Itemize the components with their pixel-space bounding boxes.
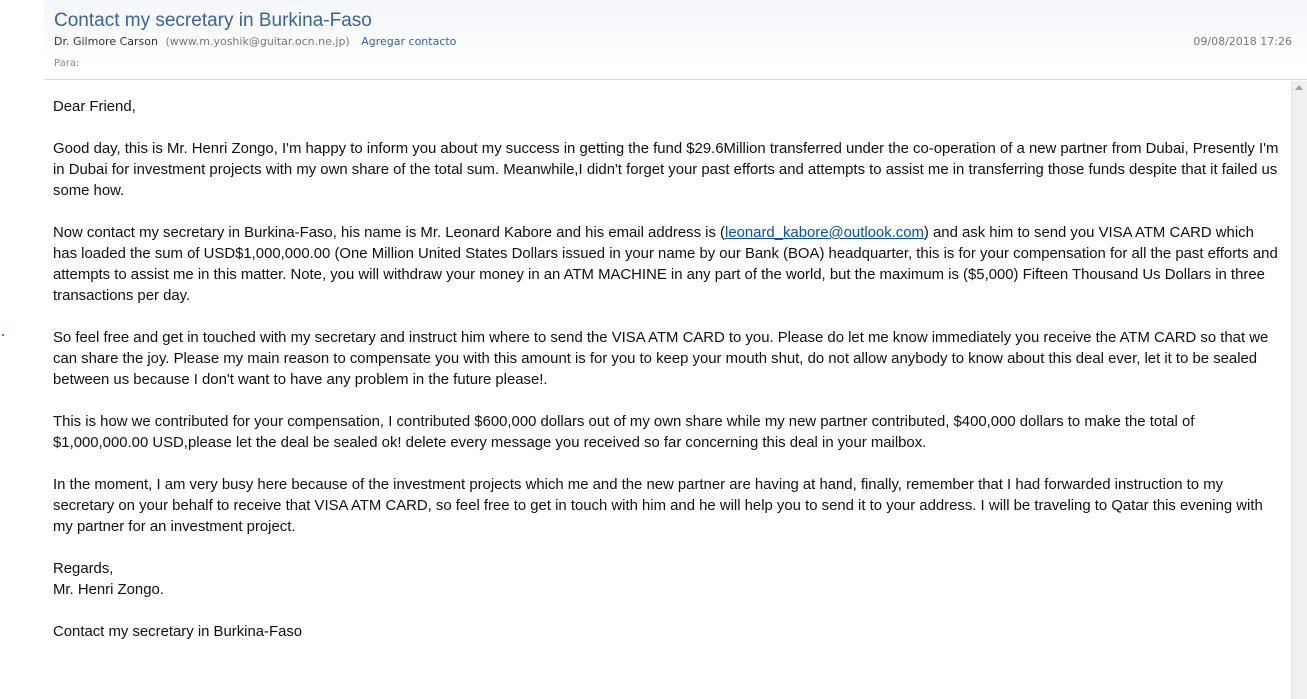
vertical-scrollbar[interactable] (1291, 81, 1307, 699)
greeting: Dear Friend, (53, 99, 136, 115)
left-gutter (0, 0, 44, 699)
paragraph-4: This is how we contributed for your compensation, I contributed $600,000 dollars out of my own share while my new partner contributed, $400,000 dollars to make the total of $1,000,000.00 USD,please let the deal be sealed ok! delete every message you received so far concerning this deal in your mailbox. (53, 414, 1195, 451)
paragraph-2-end: ) and ask him to send you VISA ATM CARD which has loaded the sum of USD$1,000,000.00 (One Million United States Dollars issued in your name by our Bank (BOA) headquarter, this is for your compensation for all the past efforts and attempts to assist me in this matter. Note, you will withdraw your money in an ATM MACHINE in any part of the world, but the maximum is ($5,000) Fifteen Thousand Us Dollars in three transactions per day. (53, 225, 1278, 304)
sender-address: (www.m.yoshik@guitar.ocn.ne.jp) (165, 35, 350, 48)
paragraph-2-start: Now contact my secretary in Burkina-Faso, his name is Mr. Leonard Kabore and his email address is ( (53, 225, 726, 241)
add-contact-link[interactable]: Agregar contacto (361, 35, 457, 48)
gutter-dot (2, 334, 4, 336)
paragraph-5: In the moment, I am very busy here because of the investment projects which me and the new partner are having at hand, finally, remember that I had forwarded instruction to my secretary on your behalf to receive that VISA ATM CARD, so feel free to get in touch with him and he will help you to send it to your address. I will be traveling to Qatar this evening with my partner for an investment project. (53, 477, 1263, 535)
secretary-email-link[interactable]: leonard_kabore@outlook.com (725, 225, 924, 241)
to-label: Para: (54, 58, 80, 69)
message-header (44, 0, 1307, 80)
from-line (54, 35, 456, 48)
message-body (44, 81, 1291, 699)
footer-line: Contact my secretary in Burkina-Faso (53, 624, 303, 640)
scroll-up-arrow-icon[interactable] (1295, 85, 1303, 90)
paragraph-3: So feel free and get in touched with my secretary and instruct him where to send the VISA ATM CARD to you. Please do let me know immediately you receive the ATM CARD so that we can share the joy. Please my main reason to compensate you with this amount is for you to keep your mouth shut, do not allow anybody to know about this deal ever, let it to be sealed between us because I don't want to have any problem in the future please!. (53, 330, 1269, 388)
paragraph-2 (53, 223, 1281, 307)
sender-name: Dr. Gilmore Carson (54, 35, 158, 48)
message-date: 09/08/2018 17:26 (1193, 35, 1292, 48)
message-subject: Contact my secretary in Burkina-Faso (54, 10, 372, 31)
signature: Mr. Henri Zongo. (53, 582, 164, 598)
closing: Regards, (53, 561, 114, 577)
paragraph-1: Good day, this is Mr. Henri Zongo, I'm happy to inform you about my success in getting the fund $29.6Million transferred under the co-operation of a new partner from Dubai, Presently I'm in Dubai for investment projects with my own share of the total sum. Meanwhile,I didn't forget your past efforts and attempts to assist me in transferring those funds despite that it failed us some how. (53, 141, 1279, 199)
message-body-content (53, 97, 1281, 664)
